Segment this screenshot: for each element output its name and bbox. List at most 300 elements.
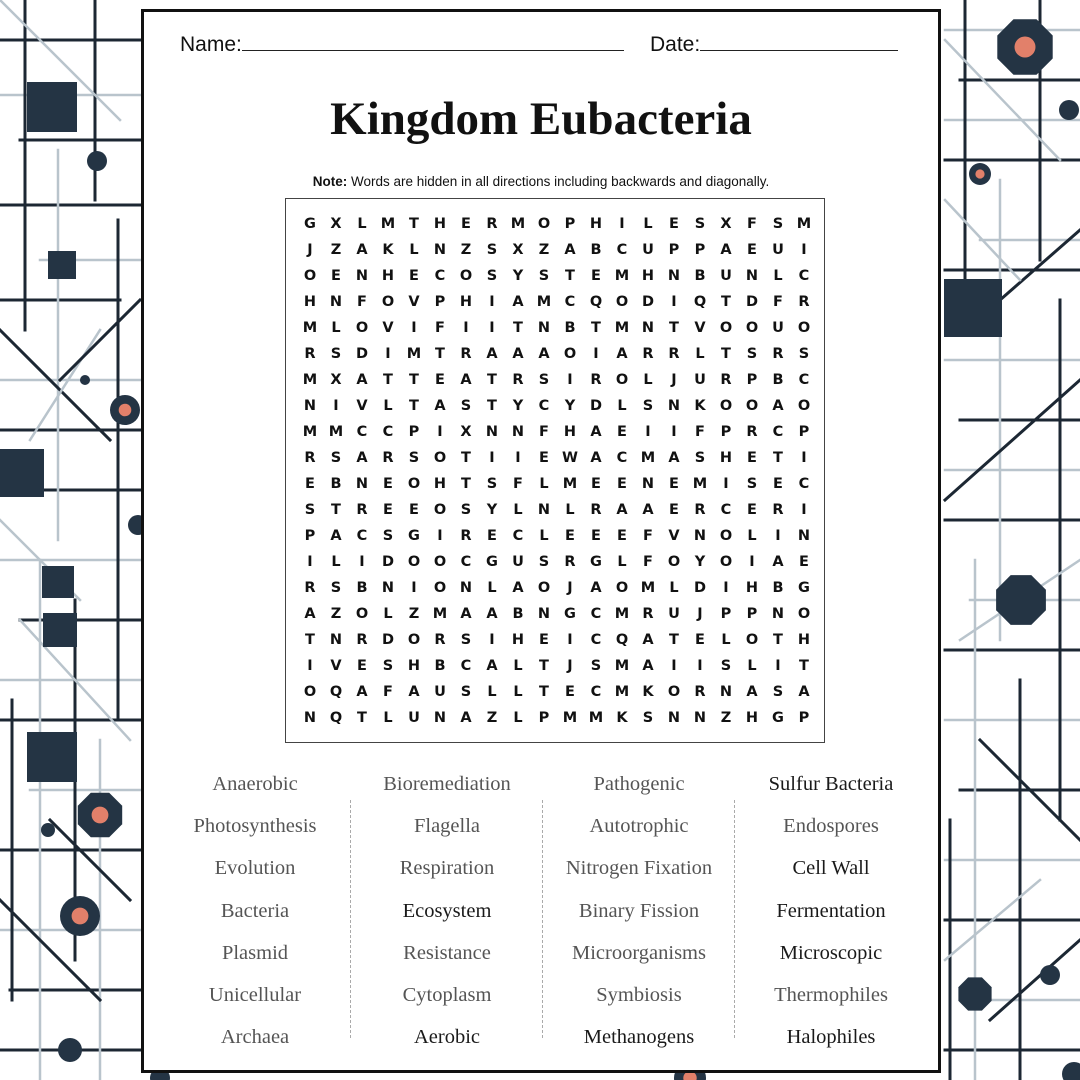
grid-letter[interactable]: N <box>433 710 447 726</box>
grid-letter[interactable]: C <box>356 424 368 440</box>
name-line[interactable] <box>242 30 624 51</box>
grid-letter[interactable]: A <box>746 684 758 700</box>
grid-letter[interactable]: S <box>330 450 342 466</box>
grid-letter[interactable]: T <box>409 372 419 388</box>
grid-letter[interactable]: D <box>381 632 395 648</box>
grid-letter[interactable]: E <box>747 502 757 518</box>
grid-letter[interactable]: A <box>512 294 524 310</box>
grid-letter[interactable]: I <box>749 554 755 570</box>
grid-letter[interactable]: E <box>409 268 419 284</box>
grid-letter[interactable]: J <box>307 242 313 258</box>
grid-letter[interactable]: O <box>667 554 681 570</box>
grid-letter[interactable]: O <box>797 398 811 414</box>
grid-letter[interactable]: L <box>773 268 783 284</box>
grid-letter[interactable]: M <box>614 320 630 336</box>
grid-letter[interactable]: R <box>746 424 758 440</box>
grid-letter[interactable]: S <box>538 268 550 284</box>
grid-letter[interactable]: S <box>798 346 810 362</box>
grid-letter[interactable]: T <box>487 372 497 388</box>
grid-letter[interactable]: A <box>668 450 680 466</box>
grid-letter[interactable]: L <box>565 502 575 518</box>
grid-letter[interactable]: U <box>642 242 654 258</box>
grid-letter[interactable]: L <box>617 554 627 570</box>
grid-letter[interactable]: O <box>745 320 759 336</box>
grid-letter[interactable]: I <box>801 450 807 466</box>
grid-letter[interactable]: M <box>536 294 552 310</box>
grid-letter[interactable]: C <box>720 502 732 518</box>
grid-letter[interactable]: O <box>537 580 551 596</box>
grid-letter[interactable]: I <box>775 658 781 674</box>
grid-letter[interactable]: E <box>591 528 601 544</box>
grid-letter[interactable]: O <box>719 528 733 544</box>
grid-letter[interactable]: H <box>459 294 473 310</box>
grid-letter[interactable]: N <box>771 606 785 622</box>
grid-letter[interactable]: T <box>513 320 523 336</box>
grid-letter[interactable]: A <box>616 346 628 362</box>
grid-letter[interactable]: A <box>408 684 420 700</box>
grid-letter[interactable]: S <box>460 632 472 648</box>
grid-letter[interactable]: E <box>539 632 549 648</box>
grid-letter[interactable]: L <box>747 658 757 674</box>
grid-letter[interactable]: O <box>537 216 551 232</box>
grid-letter[interactable]: Q <box>589 294 603 310</box>
grid-letter[interactable]: S <box>460 502 472 518</box>
grid-letter[interactable]: H <box>433 216 447 232</box>
grid-letter[interactable]: V <box>356 398 368 414</box>
grid-letter[interactable]: H <box>641 268 655 284</box>
grid-letter[interactable]: F <box>695 424 705 440</box>
grid-letter[interactable]: U <box>434 684 446 700</box>
grid-letter[interactable]: H <box>407 658 421 674</box>
grid-letter[interactable]: C <box>772 424 784 440</box>
grid-letter[interactable]: L <box>513 502 523 518</box>
grid-letter[interactable]: N <box>355 476 369 492</box>
grid-letter[interactable]: P <box>564 216 576 232</box>
grid-letter[interactable]: U <box>772 242 784 258</box>
grid-letter[interactable]: L <box>487 684 497 700</box>
grid-letter[interactable]: C <box>590 632 602 648</box>
grid-letter[interactable]: N <box>303 710 317 726</box>
grid-letter[interactable]: P <box>434 294 446 310</box>
grid-letter[interactable]: A <box>642 502 654 518</box>
grid-letter[interactable]: C <box>382 424 394 440</box>
grid-letter[interactable]: D <box>381 554 395 570</box>
grid-letter[interactable]: I <box>437 528 443 544</box>
grid-letter[interactable]: N <box>667 398 681 414</box>
grid-letter[interactable]: F <box>435 320 445 336</box>
grid-letter[interactable]: A <box>590 450 602 466</box>
grid-letter[interactable]: T <box>539 658 549 674</box>
grid-letter[interactable]: E <box>747 450 757 466</box>
grid-letter[interactable]: T <box>669 320 679 336</box>
grid-letter[interactable]: L <box>617 398 627 414</box>
grid-letter[interactable]: R <box>486 216 498 232</box>
grid-letter[interactable]: R <box>304 346 316 362</box>
grid-letter[interactable]: B <box>564 320 576 336</box>
grid-letter[interactable]: H <box>745 580 759 596</box>
grid-letter[interactable]: I <box>801 502 807 518</box>
grid-letter[interactable]: E <box>539 450 549 466</box>
grid-letter[interactable]: O <box>303 684 317 700</box>
grid-letter[interactable]: H <box>303 294 317 310</box>
grid-letter[interactable]: A <box>642 632 654 648</box>
grid-letter[interactable]: N <box>641 320 655 336</box>
grid-letter[interactable]: V <box>382 320 394 336</box>
grid-letter[interactable]: C <box>434 268 446 284</box>
grid-letter[interactable]: F <box>773 294 783 310</box>
grid-letter[interactable]: I <box>645 424 651 440</box>
grid-letter[interactable]: L <box>409 242 419 258</box>
grid-letter[interactable]: H <box>745 710 759 726</box>
grid-letter[interactable]: R <box>694 502 706 518</box>
grid-letter[interactable]: S <box>408 450 420 466</box>
grid-letter[interactable]: G <box>486 554 498 570</box>
grid-letter[interactable]: H <box>563 424 577 440</box>
grid-letter[interactable]: A <box>486 346 498 362</box>
grid-letter[interactable]: P <box>694 242 706 258</box>
grid-letter[interactable]: O <box>459 268 473 284</box>
grid-letter[interactable]: T <box>461 450 471 466</box>
date-field[interactable] <box>650 30 898 57</box>
grid-letter[interactable]: P <box>798 710 810 726</box>
grid-letter[interactable]: A <box>460 372 472 388</box>
name-field[interactable] <box>180 30 624 57</box>
grid-letter[interactable]: T <box>409 216 419 232</box>
grid-letter[interactable]: G <box>304 216 316 232</box>
grid-letter[interactable]: G <box>590 554 602 570</box>
grid-letter[interactable]: O <box>433 450 447 466</box>
grid-letter[interactable]: I <box>671 424 677 440</box>
grid-letter[interactable]: S <box>330 346 342 362</box>
grid-letter[interactable]: S <box>382 528 394 544</box>
grid-letter[interactable]: O <box>667 684 681 700</box>
grid-letter[interactable]: B <box>356 580 368 596</box>
grid-letter[interactable]: E <box>591 268 601 284</box>
grid-letter[interactable]: M <box>640 580 656 596</box>
grid-letter[interactable]: I <box>697 658 703 674</box>
grid-letter[interactable]: I <box>385 346 391 362</box>
grid-letter[interactable]: A <box>486 606 498 622</box>
grid-letter[interactable]: M <box>510 216 526 232</box>
grid-letter[interactable]: O <box>615 580 629 596</box>
grid-letter[interactable]: X <box>720 216 732 232</box>
grid-letter[interactable]: P <box>798 424 810 440</box>
grid-letter[interactable]: N <box>459 580 473 596</box>
grid-letter[interactable]: K <box>694 398 706 414</box>
grid-letter[interactable]: D <box>589 398 603 414</box>
grid-letter[interactable]: O <box>355 320 369 336</box>
grid-letter[interactable]: C <box>460 554 472 570</box>
grid-letter[interactable]: R <box>460 346 472 362</box>
grid-letter[interactable]: O <box>745 398 759 414</box>
grid-letter[interactable]: I <box>411 320 417 336</box>
grid-letter[interactable]: Y <box>564 398 576 414</box>
grid-letter[interactable]: X <box>512 242 524 258</box>
grid-letter[interactable]: I <box>567 632 573 648</box>
grid-letter[interactable]: N <box>641 476 655 492</box>
grid-letter[interactable]: L <box>643 216 653 232</box>
grid-letter[interactable]: H <box>381 268 395 284</box>
grid-letter[interactable]: I <box>515 450 521 466</box>
grid-letter[interactable]: L <box>513 658 523 674</box>
grid-letter[interactable]: N <box>537 320 551 336</box>
grid-letter[interactable]: Z <box>408 606 420 622</box>
grid-letter[interactable]: G <box>772 710 784 726</box>
grid-letter[interactable]: F <box>539 424 549 440</box>
grid-letter[interactable]: E <box>357 658 367 674</box>
grid-letter[interactable]: A <box>590 580 602 596</box>
grid-letter[interactable]: A <box>798 684 810 700</box>
grid-letter[interactable]: A <box>772 554 784 570</box>
grid-letter[interactable]: D <box>693 580 707 596</box>
grid-letter[interactable]: O <box>745 632 759 648</box>
grid-letter[interactable]: E <box>331 268 341 284</box>
grid-letter[interactable]: E <box>747 242 757 258</box>
grid-letter[interactable]: E <box>799 554 809 570</box>
grid-letter[interactable]: R <box>642 606 654 622</box>
grid-letter[interactable]: T <box>773 450 783 466</box>
grid-letter[interactable]: O <box>719 398 733 414</box>
grid-letter[interactable]: S <box>460 684 472 700</box>
grid-letter[interactable]: C <box>798 476 810 492</box>
grid-letter[interactable]: N <box>381 580 395 596</box>
grid-letter[interactable]: G <box>408 528 420 544</box>
grid-letter[interactable]: E <box>773 476 783 492</box>
grid-letter[interactable]: T <box>487 398 497 414</box>
grid-letter[interactable]: L <box>331 554 341 570</box>
grid-letter[interactable]: E <box>487 528 497 544</box>
grid-letter[interactable]: N <box>537 502 551 518</box>
grid-letter[interactable]: I <box>307 554 313 570</box>
grid-letter[interactable]: N <box>693 528 707 544</box>
grid-letter[interactable]: S <box>642 710 654 726</box>
date-line[interactable] <box>700 30 898 51</box>
grid-letter[interactable]: E <box>695 632 705 648</box>
grid-letter[interactable]: M <box>614 684 630 700</box>
grid-letter[interactable]: F <box>513 476 523 492</box>
grid-letter[interactable]: P <box>304 528 316 544</box>
grid-letter[interactable]: N <box>511 424 525 440</box>
grid-letter[interactable]: O <box>381 294 395 310</box>
grid-letter[interactable]: T <box>669 632 679 648</box>
grid-letter[interactable]: I <box>723 476 729 492</box>
grid-letter[interactable]: E <box>669 502 679 518</box>
grid-letter[interactable]: H <box>511 632 525 648</box>
grid-letter[interactable]: P <box>720 606 732 622</box>
grid-letter[interactable]: R <box>512 372 524 388</box>
grid-letter[interactable]: N <box>667 710 681 726</box>
grid-letter[interactable]: B <box>694 268 706 284</box>
grid-letter[interactable]: Z <box>486 710 498 726</box>
grid-letter[interactable]: W <box>562 450 578 466</box>
grid-letter[interactable]: I <box>489 320 495 336</box>
grid-letter[interactable]: M <box>302 320 318 336</box>
grid-letter[interactable]: P <box>408 424 420 440</box>
grid-letter[interactable]: P <box>746 606 758 622</box>
grid-letter[interactable]: J <box>697 606 703 622</box>
grid-letter[interactable]: F <box>643 554 653 570</box>
grid-letter[interactable]: B <box>512 606 524 622</box>
grid-letter[interactable]: Q <box>329 684 343 700</box>
grid-letter[interactable]: S <box>382 658 394 674</box>
grid-letter[interactable]: A <box>590 424 602 440</box>
grid-letter[interactable]: E <box>669 476 679 492</box>
grid-letter[interactable]: S <box>642 398 654 414</box>
grid-letter[interactable]: Q <box>329 710 343 726</box>
grid-letter[interactable]: Q <box>615 632 629 648</box>
grid-letter[interactable]: A <box>460 606 472 622</box>
grid-letter[interactable]: Y <box>512 398 524 414</box>
grid-letter[interactable]: A <box>772 398 784 414</box>
grid-letter[interactable]: O <box>719 320 733 336</box>
grid-letter[interactable]: T <box>565 268 575 284</box>
grid-letter[interactable]: S <box>720 658 732 674</box>
grid-letter[interactable]: M <box>692 476 708 492</box>
grid-letter[interactable]: A <box>434 398 446 414</box>
grid-letter[interactable]: V <box>668 528 680 544</box>
grid-letter[interactable]: R <box>798 294 810 310</box>
grid-letter[interactable]: S <box>538 372 550 388</box>
grid-letter[interactable]: O <box>615 294 629 310</box>
grid-letter[interactable]: M <box>406 346 422 362</box>
grid-letter[interactable]: C <box>798 372 810 388</box>
grid-letter[interactable]: E <box>617 528 627 544</box>
grid-letter[interactable]: N <box>719 684 733 700</box>
grid-letter[interactable]: S <box>460 398 472 414</box>
grid-letter[interactable]: N <box>797 528 811 544</box>
grid-letter[interactable]: Z <box>720 710 732 726</box>
grid-letter[interactable]: Z <box>460 242 472 258</box>
grid-letter[interactable]: P <box>538 710 550 726</box>
grid-letter[interactable]: P <box>668 242 680 258</box>
grid-letter[interactable]: D <box>641 294 655 310</box>
grid-letter[interactable]: L <box>643 372 653 388</box>
grid-letter[interactable]: L <box>695 346 705 362</box>
grid-letter[interactable]: O <box>407 554 421 570</box>
grid-letter[interactable]: T <box>539 684 549 700</box>
grid-letter[interactable]: K <box>382 242 394 258</box>
grid-letter[interactable]: A <box>460 710 472 726</box>
grid-letter[interactable]: E <box>409 502 419 518</box>
grid-letter[interactable]: S <box>486 476 498 492</box>
grid-letter[interactable]: S <box>330 580 342 596</box>
grid-letter[interactable]: A <box>512 346 524 362</box>
grid-letter[interactable]: F <box>747 216 757 232</box>
grid-letter[interactable]: F <box>357 294 367 310</box>
grid-letter[interactable]: Q <box>693 294 707 310</box>
grid-letter[interactable]: R <box>304 580 316 596</box>
grid-letter[interactable]: S <box>746 346 758 362</box>
grid-letter[interactable]: N <box>693 710 707 726</box>
grid-letter[interactable]: N <box>355 268 369 284</box>
grid-letter[interactable]: C <box>590 684 602 700</box>
grid-letter[interactable]: J <box>567 658 573 674</box>
grid-letter[interactable]: B <box>590 242 602 258</box>
grid-letter[interactable]: N <box>537 606 551 622</box>
grid-letter[interactable]: M <box>302 372 318 388</box>
grid-letter[interactable]: R <box>668 346 680 362</box>
grid-letter[interactable]: Z <box>330 606 342 622</box>
grid-letter[interactable]: I <box>489 294 495 310</box>
grid-letter[interactable]: D <box>355 346 369 362</box>
grid-letter[interactable]: R <box>720 372 732 388</box>
grid-letter[interactable]: F <box>383 684 393 700</box>
grid-letter[interactable]: I <box>567 372 573 388</box>
grid-letter[interactable]: S <box>304 502 316 518</box>
grid-letter[interactable]: R <box>382 450 394 466</box>
grid-letter[interactable]: L <box>383 606 393 622</box>
grid-letter[interactable]: A <box>720 242 732 258</box>
grid-letter[interactable]: T <box>461 476 471 492</box>
grid-letter[interactable]: O <box>303 268 317 284</box>
grid-letter[interactable]: O <box>719 554 733 570</box>
grid-letter[interactable]: C <box>798 268 810 284</box>
grid-letter[interactable]: H <box>797 632 811 648</box>
grid-letter[interactable]: Z <box>538 242 550 258</box>
grid-letter[interactable]: R <box>590 502 602 518</box>
grid-letter[interactable]: M <box>796 216 812 232</box>
grid-letter[interactable]: L <box>539 476 549 492</box>
grid-letter[interactable]: A <box>486 658 498 674</box>
grid-letter[interactable]: M <box>328 424 344 440</box>
grid-letter[interactable]: S <box>694 450 706 466</box>
grid-letter[interactable]: T <box>435 346 445 362</box>
grid-letter[interactable]: A <box>356 684 368 700</box>
grid-letter[interactable]: E <box>305 476 315 492</box>
grid-letter[interactable]: N <box>745 268 759 284</box>
grid-letter[interactable]: C <box>590 606 602 622</box>
grid-letter[interactable]: A <box>330 528 342 544</box>
grid-letter[interactable]: C <box>460 658 472 674</box>
grid-letter[interactable]: Y <box>694 554 706 570</box>
grid-letter[interactable]: L <box>513 710 523 726</box>
grid-letter[interactable]: T <box>721 346 731 362</box>
grid-letter[interactable]: C <box>356 528 368 544</box>
grid-letter[interactable]: I <box>411 580 417 596</box>
grid-letter[interactable]: U <box>668 606 680 622</box>
grid-letter[interactable]: R <box>434 632 446 648</box>
grid-letter[interactable]: R <box>694 684 706 700</box>
grid-letter[interactable]: R <box>564 554 576 570</box>
grid-letter[interactable]: B <box>772 580 784 596</box>
grid-letter[interactable]: S <box>746 476 758 492</box>
grid-letter[interactable]: M <box>562 710 578 726</box>
grid-letter[interactable]: L <box>331 320 341 336</box>
grid-letter[interactable]: A <box>356 372 368 388</box>
grid-letter[interactable]: I <box>775 528 781 544</box>
grid-letter[interactable]: L <box>383 398 393 414</box>
grid-letter[interactable]: O <box>407 632 421 648</box>
grid-letter[interactable]: R <box>642 346 654 362</box>
grid-letter[interactable]: U <box>694 372 706 388</box>
grid-letter[interactable]: R <box>304 450 316 466</box>
grid-letter[interactable]: E <box>565 684 575 700</box>
grid-letter[interactable]: I <box>359 554 365 570</box>
grid-letter[interactable]: U <box>720 268 732 284</box>
grid-letter[interactable]: B <box>330 476 342 492</box>
grid-letter[interactable]: A <box>564 242 576 258</box>
grid-letter[interactable]: N <box>667 268 681 284</box>
grid-letter[interactable]: B <box>434 658 446 674</box>
grid-letter[interactable]: A <box>642 658 654 674</box>
grid-letter[interactable]: E <box>565 528 575 544</box>
grid-letter[interactable]: M <box>614 606 630 622</box>
grid-letter[interactable]: S <box>590 658 602 674</box>
grid-letter[interactable]: T <box>409 398 419 414</box>
grid-letter[interactable]: F <box>643 528 653 544</box>
grid-letter[interactable]: R <box>772 502 784 518</box>
grid-letter[interactable]: O <box>797 320 811 336</box>
